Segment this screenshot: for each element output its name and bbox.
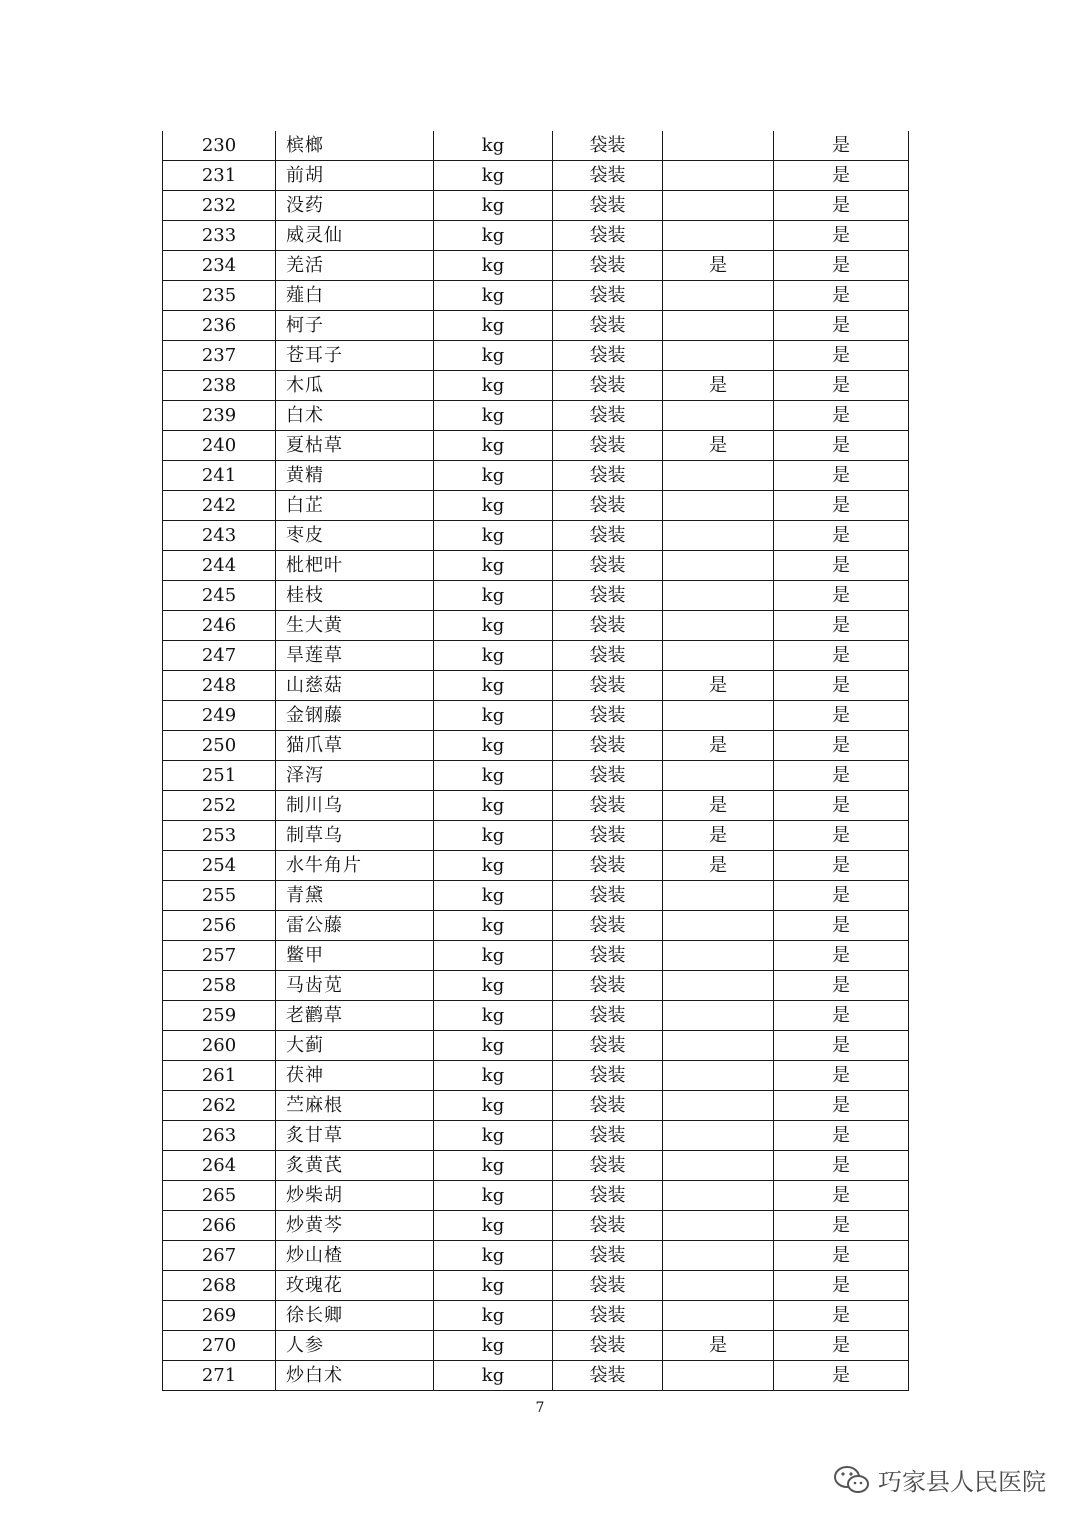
table-row: [163, 1271, 909, 1301]
herb-name: 黄精: [276, 461, 434, 491]
row-number: 261: [163, 1061, 276, 1091]
unit: kg: [434, 161, 553, 191]
flag-column-6: 是: [774, 1061, 909, 1091]
herb-name: 炒白术: [276, 1361, 434, 1391]
flag-column-5: [663, 641, 774, 671]
row-number: 242: [163, 491, 276, 521]
table-row: [163, 821, 909, 851]
packaging: 袋装: [553, 491, 663, 521]
flag-column-6: 是: [774, 461, 909, 491]
flag-column-5: [663, 461, 774, 491]
unit: kg: [434, 761, 553, 791]
row-number: 265: [163, 1181, 276, 1211]
flag-column-5: [663, 521, 774, 551]
packaging: 袋装: [553, 431, 663, 461]
unit: kg: [434, 791, 553, 821]
flag-column-6: 是: [774, 1091, 909, 1121]
herb-name: 木瓜: [276, 371, 434, 401]
row-number: 267: [163, 1241, 276, 1271]
flag-column-6: 是: [774, 731, 909, 761]
herb-name: 金钢藤: [276, 701, 434, 731]
table-row: [163, 131, 909, 161]
watermark-text: 巧家县人民医院: [878, 1468, 1046, 1496]
table-row: [163, 1241, 909, 1271]
unit: kg: [434, 821, 553, 851]
flag-column-5: [663, 341, 774, 371]
row-number: 262: [163, 1091, 276, 1121]
unit: kg: [434, 581, 553, 611]
packaging: 袋装: [553, 881, 663, 911]
flag-column-6: 是: [774, 671, 909, 701]
flag-column-5: [663, 1241, 774, 1271]
unit: kg: [434, 671, 553, 701]
packaging: 袋装: [553, 161, 663, 191]
herb-name: 山慈菇: [276, 671, 434, 701]
table-row: [163, 701, 909, 731]
table-row: [163, 581, 909, 611]
table-row: [163, 1001, 909, 1031]
row-number: 252: [163, 791, 276, 821]
unit: kg: [434, 191, 553, 221]
flag-column-6: 是: [774, 701, 909, 731]
row-number: 270: [163, 1331, 276, 1361]
row-number: 268: [163, 1271, 276, 1301]
unit: kg: [434, 1121, 553, 1151]
flag-column-5: [663, 1091, 774, 1121]
table-row: [163, 881, 909, 911]
row-number: 260: [163, 1031, 276, 1061]
packaging: 袋装: [553, 1181, 663, 1211]
herb-name: 大蓟: [276, 1031, 434, 1061]
unit: kg: [434, 1001, 553, 1031]
packaging: 袋装: [553, 1211, 663, 1241]
flag-column-5: [663, 401, 774, 431]
table-row: [163, 1151, 909, 1181]
unit: kg: [434, 521, 553, 551]
flag-column-6: 是: [774, 251, 909, 281]
table-row: [163, 491, 909, 521]
unit: kg: [434, 401, 553, 431]
packaging: 袋装: [553, 401, 663, 431]
herb-name: 槟榔: [276, 131, 434, 161]
packaging: 袋装: [553, 821, 663, 851]
unit: kg: [434, 551, 553, 581]
flag-column-6: 是: [774, 491, 909, 521]
table-row: [163, 1121, 909, 1151]
flag-column-5: 是: [663, 731, 774, 761]
packaging: 袋装: [553, 1061, 663, 1091]
herb-name: 雷公藤: [276, 911, 434, 941]
packaging: 袋装: [553, 221, 663, 251]
table-row: [163, 341, 909, 371]
flag-column-5: [663, 311, 774, 341]
herb-name: 白芷: [276, 491, 434, 521]
row-number: 238: [163, 371, 276, 401]
herb-name: 炒山楂: [276, 1241, 434, 1271]
flag-column-5: [663, 1271, 774, 1301]
flag-column-5: [663, 551, 774, 581]
flag-column-5: [663, 911, 774, 941]
packaging: 袋装: [553, 701, 663, 731]
herb-name: 薤白: [276, 281, 434, 311]
packaging: 袋装: [553, 791, 663, 821]
row-number: 253: [163, 821, 276, 851]
herb-name: 苍耳子: [276, 341, 434, 371]
flag-column-5: 是: [663, 851, 774, 881]
herb-name: 炙黄芪: [276, 1151, 434, 1181]
herb-name: 泽泻: [276, 761, 434, 791]
flag-column-5: [663, 971, 774, 1001]
packaging: 袋装: [553, 851, 663, 881]
flag-column-5: [663, 1121, 774, 1151]
flag-column-6: 是: [774, 761, 909, 791]
row-number: 241: [163, 461, 276, 491]
packaging: 袋装: [553, 1361, 663, 1391]
unit: kg: [434, 701, 553, 731]
row-number: 258: [163, 971, 276, 1001]
flag-column-6: 是: [774, 131, 909, 161]
row-number: 248: [163, 671, 276, 701]
herb-name: 没药: [276, 191, 434, 221]
unit: kg: [434, 971, 553, 1001]
packaging: 袋装: [553, 731, 663, 761]
table-row: [163, 791, 909, 821]
flag-column-6: 是: [774, 1181, 909, 1211]
herb-name: 猫爪草: [276, 731, 434, 761]
flag-column-6: 是: [774, 881, 909, 911]
packaging: 袋装: [553, 671, 663, 701]
packaging: 袋装: [553, 341, 663, 371]
table-row: [163, 1031, 909, 1061]
row-number: 269: [163, 1301, 276, 1331]
flag-column-5: [663, 1151, 774, 1181]
herb-name: 茯神: [276, 1061, 434, 1091]
row-number: 257: [163, 941, 276, 971]
row-number: 247: [163, 641, 276, 671]
packaging: 袋装: [553, 131, 663, 161]
row-number: 239: [163, 401, 276, 431]
table-row: [163, 761, 909, 791]
unit: kg: [434, 1031, 553, 1061]
flag-column-5: 是: [663, 251, 774, 281]
packaging: 袋装: [553, 611, 663, 641]
row-number: 246: [163, 611, 276, 641]
flag-column-5: [663, 491, 774, 521]
flag-column-5: [663, 161, 774, 191]
flag-column-6: 是: [774, 911, 909, 941]
flag-column-5: 是: [663, 1331, 774, 1361]
herb-name: 青黛: [276, 881, 434, 911]
unit: kg: [434, 431, 553, 461]
table-row: [163, 1091, 909, 1121]
row-number: 259: [163, 1001, 276, 1031]
flag-column-6: 是: [774, 431, 909, 461]
flag-column-5: [663, 1061, 774, 1091]
unit: kg: [434, 1091, 553, 1121]
flag-column-5: 是: [663, 671, 774, 701]
row-number: 245: [163, 581, 276, 611]
packaging: 袋装: [553, 1121, 663, 1151]
flag-column-6: 是: [774, 1301, 909, 1331]
unit: kg: [434, 1211, 553, 1241]
herb-name: 旱莲草: [276, 641, 434, 671]
unit: kg: [434, 1271, 553, 1301]
herb-name: 羌活: [276, 251, 434, 281]
table-row: [163, 851, 909, 881]
table-row: [163, 671, 909, 701]
herb-name: 威灵仙: [276, 221, 434, 251]
row-number: 233: [163, 221, 276, 251]
herb-name: 人参: [276, 1331, 434, 1361]
packaging: 袋装: [553, 941, 663, 971]
packaging: 袋装: [553, 1031, 663, 1061]
flag-column-6: 是: [774, 611, 909, 641]
flag-column-6: 是: [774, 1271, 909, 1301]
table-row: [163, 1181, 909, 1211]
flag-column-6: 是: [774, 581, 909, 611]
row-number: 263: [163, 1121, 276, 1151]
flag-column-5: [663, 281, 774, 311]
packaging: 袋装: [553, 1331, 663, 1361]
flag-column-6: 是: [774, 1121, 909, 1151]
flag-column-6: 是: [774, 161, 909, 191]
herb-name: 枣皮: [276, 521, 434, 551]
table-row: [163, 191, 909, 221]
unit: kg: [434, 281, 553, 311]
packaging: 袋装: [553, 581, 663, 611]
table-row: [163, 551, 909, 581]
herb-name: 炒黄芩: [276, 1211, 434, 1241]
packaging: 袋装: [553, 1151, 663, 1181]
table-row: [163, 1061, 909, 1091]
flag-column-6: 是: [774, 641, 909, 671]
unit: kg: [434, 1331, 553, 1361]
table-row: [163, 371, 909, 401]
table-row: [163, 221, 909, 251]
row-number: 232: [163, 191, 276, 221]
herb-name: 夏枯草: [276, 431, 434, 461]
unit: kg: [434, 941, 553, 971]
table-row: [163, 521, 909, 551]
row-number: 249: [163, 701, 276, 731]
unit: kg: [434, 311, 553, 341]
packaging: 袋装: [553, 461, 663, 491]
table-row: [163, 461, 909, 491]
table-row: [163, 161, 909, 191]
row-number: 240: [163, 431, 276, 461]
unit: kg: [434, 1301, 553, 1331]
flag-column-5: [663, 1001, 774, 1031]
flag-column-6: 是: [774, 281, 909, 311]
herb-name: 炒柴胡: [276, 1181, 434, 1211]
table-row: [163, 641, 909, 671]
unit: kg: [434, 1241, 553, 1271]
flag-column-6: 是: [774, 401, 909, 431]
packaging: 袋装: [553, 1241, 663, 1271]
unit: kg: [434, 611, 553, 641]
row-number: 251: [163, 761, 276, 791]
unit: kg: [434, 911, 553, 941]
row-number: 271: [163, 1361, 276, 1391]
flag-column-6: 是: [774, 851, 909, 881]
wechat-icon: [832, 1464, 872, 1496]
row-number: 255: [163, 881, 276, 911]
herb-name: 桂枝: [276, 581, 434, 611]
table-row: [163, 1361, 909, 1391]
packaging: 袋装: [553, 281, 663, 311]
row-number: 237: [163, 341, 276, 371]
packaging: 袋装: [553, 1091, 663, 1121]
flag-column-6: 是: [774, 941, 909, 971]
flag-column-5: 是: [663, 791, 774, 821]
flag-column-6: 是: [774, 1031, 909, 1061]
herb-name: 柯子: [276, 311, 434, 341]
row-number: 244: [163, 551, 276, 581]
unit: kg: [434, 641, 553, 671]
packaging: 袋装: [553, 311, 663, 341]
unit: kg: [434, 851, 553, 881]
flag-column-6: 是: [774, 191, 909, 221]
table-row: [163, 1211, 909, 1241]
row-number: 243: [163, 521, 276, 551]
flag-column-6: 是: [774, 221, 909, 251]
flag-column-5: 是: [663, 431, 774, 461]
unit: kg: [434, 1181, 553, 1211]
row-number: 264: [163, 1151, 276, 1181]
flag-column-6: 是: [774, 371, 909, 401]
flag-column-6: 是: [774, 311, 909, 341]
row-number: 250: [163, 731, 276, 761]
herb-name: 炙甘草: [276, 1121, 434, 1151]
row-number: 230: [163, 131, 276, 161]
row-number: 231: [163, 161, 276, 191]
flag-column-5: [663, 1181, 774, 1211]
herb-name: 玫瑰花: [276, 1271, 434, 1301]
herb-name: 老鹳草: [276, 1001, 434, 1031]
table-row: [163, 431, 909, 461]
table-row: [163, 251, 909, 281]
flag-column-6: 是: [774, 551, 909, 581]
flag-column-5: [663, 131, 774, 161]
flag-column-5: [663, 941, 774, 971]
unit: kg: [434, 1061, 553, 1091]
flag-column-6: 是: [774, 791, 909, 821]
packaging: 袋装: [553, 761, 663, 791]
herb-name: 白术: [276, 401, 434, 431]
flag-column-5: [663, 221, 774, 251]
flag-column-5: [663, 611, 774, 641]
unit: kg: [434, 461, 553, 491]
row-number: 254: [163, 851, 276, 881]
table-row: [163, 401, 909, 431]
herb-name: 苎麻根: [276, 1091, 434, 1121]
table-row: [163, 281, 909, 311]
packaging: 袋装: [553, 191, 663, 221]
flag-column-5: [663, 1031, 774, 1061]
packaging: 袋装: [553, 1271, 663, 1301]
packaging: 袋装: [553, 521, 663, 551]
flag-column-6: 是: [774, 1151, 909, 1181]
table-row: [163, 1301, 909, 1331]
packaging: 袋装: [553, 971, 663, 1001]
unit: kg: [434, 371, 553, 401]
flag-column-6: 是: [774, 1241, 909, 1271]
herb-name: 马齿苋: [276, 971, 434, 1001]
unit: kg: [434, 1361, 553, 1391]
table-row: [163, 311, 909, 341]
flag-column-5: [663, 191, 774, 221]
herb-name: 制草乌: [276, 821, 434, 851]
flag-column-5: [663, 1211, 774, 1241]
flag-column-5: 是: [663, 821, 774, 851]
flag-column-5: [663, 1361, 774, 1391]
flag-column-5: [663, 881, 774, 911]
page-number: 7: [535, 1400, 545, 1416]
account-watermark: [832, 1462, 1046, 1497]
packaging: 袋装: [553, 551, 663, 581]
flag-column-6: 是: [774, 521, 909, 551]
flag-column-6: 是: [774, 1361, 909, 1391]
row-number: 266: [163, 1211, 276, 1241]
flag-column-6: 是: [774, 1211, 909, 1241]
flag-column-6: 是: [774, 341, 909, 371]
flag-column-5: 是: [663, 371, 774, 401]
unit: kg: [434, 1151, 553, 1181]
herb-name: 生大黄: [276, 611, 434, 641]
flag-column-5: [663, 761, 774, 791]
flag-column-6: 是: [774, 1331, 909, 1361]
row-number: 234: [163, 251, 276, 281]
flag-column-5: [663, 581, 774, 611]
flag-column-6: 是: [774, 1001, 909, 1031]
flag-column-5: [663, 701, 774, 731]
herb-name: 水牛角片: [276, 851, 434, 881]
unit: kg: [434, 221, 553, 251]
flag-column-6: 是: [774, 971, 909, 1001]
table-row: [163, 731, 909, 761]
herb-name: 前胡: [276, 161, 434, 191]
table-row: [163, 611, 909, 641]
unit: kg: [434, 131, 553, 161]
herb-name: 制川乌: [276, 791, 434, 821]
flag-column-5: [663, 1301, 774, 1331]
packaging: 袋装: [553, 911, 663, 941]
unit: kg: [434, 731, 553, 761]
herb-name: 鳖甲: [276, 941, 434, 971]
packaging: 袋装: [553, 251, 663, 281]
unit: kg: [434, 491, 553, 521]
unit: kg: [434, 881, 553, 911]
table-row: [163, 941, 909, 971]
table-row: [163, 1331, 909, 1361]
herb-table: [162, 131, 909, 1391]
herb-name: 枇杷叶: [276, 551, 434, 581]
herb-name: 徐长卿: [276, 1301, 434, 1331]
unit: kg: [434, 251, 553, 281]
table-row: [163, 911, 909, 941]
packaging: 袋装: [553, 1301, 663, 1331]
unit: kg: [434, 341, 553, 371]
flag-column-6: 是: [774, 821, 909, 851]
row-number: 236: [163, 311, 276, 341]
packaging: 袋装: [553, 371, 663, 401]
packaging: 袋装: [553, 641, 663, 671]
table-row: [163, 971, 909, 1001]
row-number: 235: [163, 281, 276, 311]
row-number: 256: [163, 911, 276, 941]
packaging: 袋装: [553, 1001, 663, 1031]
